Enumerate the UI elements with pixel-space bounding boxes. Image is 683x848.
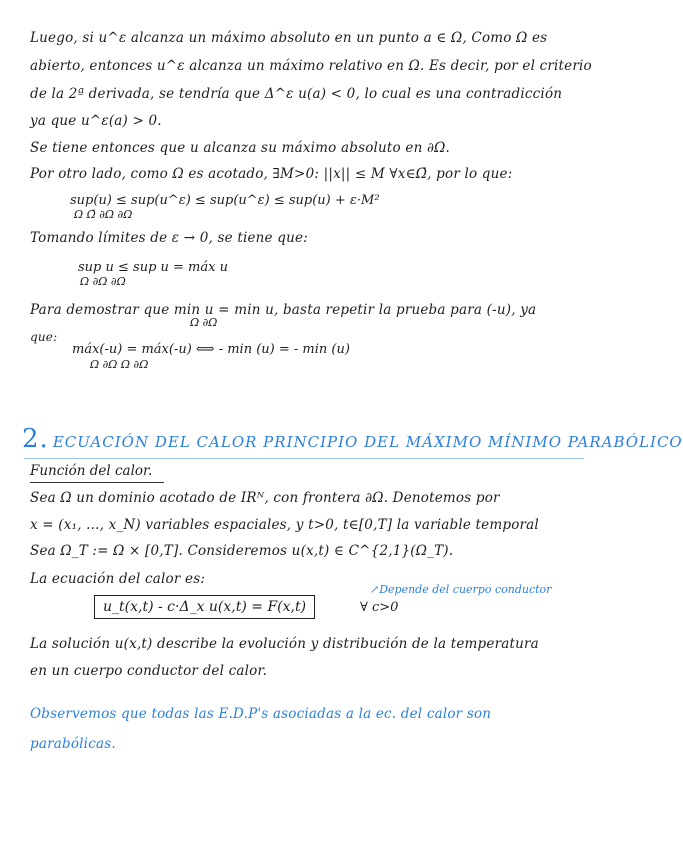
sup-equation-subscripts: Ω ∂Ω ∂Ω [80,275,126,288]
section-number: 2. [22,424,49,454]
text-line: de la 2ª derivada, se tendría que Δ^ε u(a) < 0, lo cual es una contradicción [30,86,563,102]
text-line: Por otro lado, como Ω es acotado, ∃M>0: ||x|| ≤ M ∀x∈Ω̄, por lo que: [30,166,513,182]
subtitle: Función del calor. [30,463,153,479]
section-heading [22,424,683,454]
text-line: Sea Ω un dominio acotado de IRᴺ, con frontera ∂Ω. Denotemos por [30,490,500,506]
text-line: abierto, entonces u^ε alcanza un máximo relativo en Ω. Es decir, por el criterio [30,58,592,74]
text-line: Se tiene entonces que u alcanza su máximo absoluto en ∂Ω. [30,140,451,156]
heat-equation-box: u_t(x,t) - c·Δ_x u(x,t) = F(x,t) [94,595,315,619]
annotation-note: ↗Depende del cuerpo conductor [370,583,552,596]
constant-condition: ∀ c>0 [360,600,399,615]
max-min-equivalence: máx(-u) = máx(-u) ⟺ - min (u) = - min (u) [72,342,350,357]
heading-divider [24,458,584,459]
inequality-chain: sup(u) ≤ sup(u^ε) ≤ sup(u^ε) ≤ sup(u) + ε·M² [70,193,380,208]
text-line: Sea Ω_T := Ω × [0,T]. Consideremos u(x,t) ∈ C^{2,1}(Ω_T). [30,543,454,559]
observation-line: parabólicas. [30,736,116,752]
text-line: ya que u^ε(a) > 0. [30,113,162,129]
text-line: x = (x₁, ..., x_N) variables espaciales, y t>0, t∈[0,T] la variable temporal [30,517,539,533]
text-line: Luego, si u^ε alcanza un máximo absoluto en un punto a ∈ Ω, Como Ω es [30,30,548,46]
text-line: Para demostrar que min u = min u, basta repetir la prueba para (-u), ya [30,302,537,318]
text-line: Tomando límites de ε → 0, se tiene que: [30,230,308,246]
section-title: ECUACIÓN DEL CALOR PRINCIPIO DEL MÁXIMO MÍNIMO PARABÓLICO [52,433,683,451]
text-line: que: [30,330,58,344]
text-line: en un cuerpo conductor del calor. [30,663,268,679]
text-line: La solución u(x,t) describe la evolución y distribución de la temperatura [30,636,539,652]
max-min-equivalence-subscripts: Ω ∂Ω Ω ∂Ω [90,358,149,371]
observation-line: Observemos que todas las E.D.P's asociadas a la ec. del calor son [30,706,492,722]
min-subscripts: Ω ∂Ω [190,316,218,329]
inequality-chain-subscripts: Ω Ω̄ ∂Ω ∂Ω [74,208,133,221]
subtitle-underline [30,482,164,483]
text-line: La ecuación del calor es: [30,571,206,587]
sup-equation: sup u ≤ sup u = máx u [78,260,228,275]
